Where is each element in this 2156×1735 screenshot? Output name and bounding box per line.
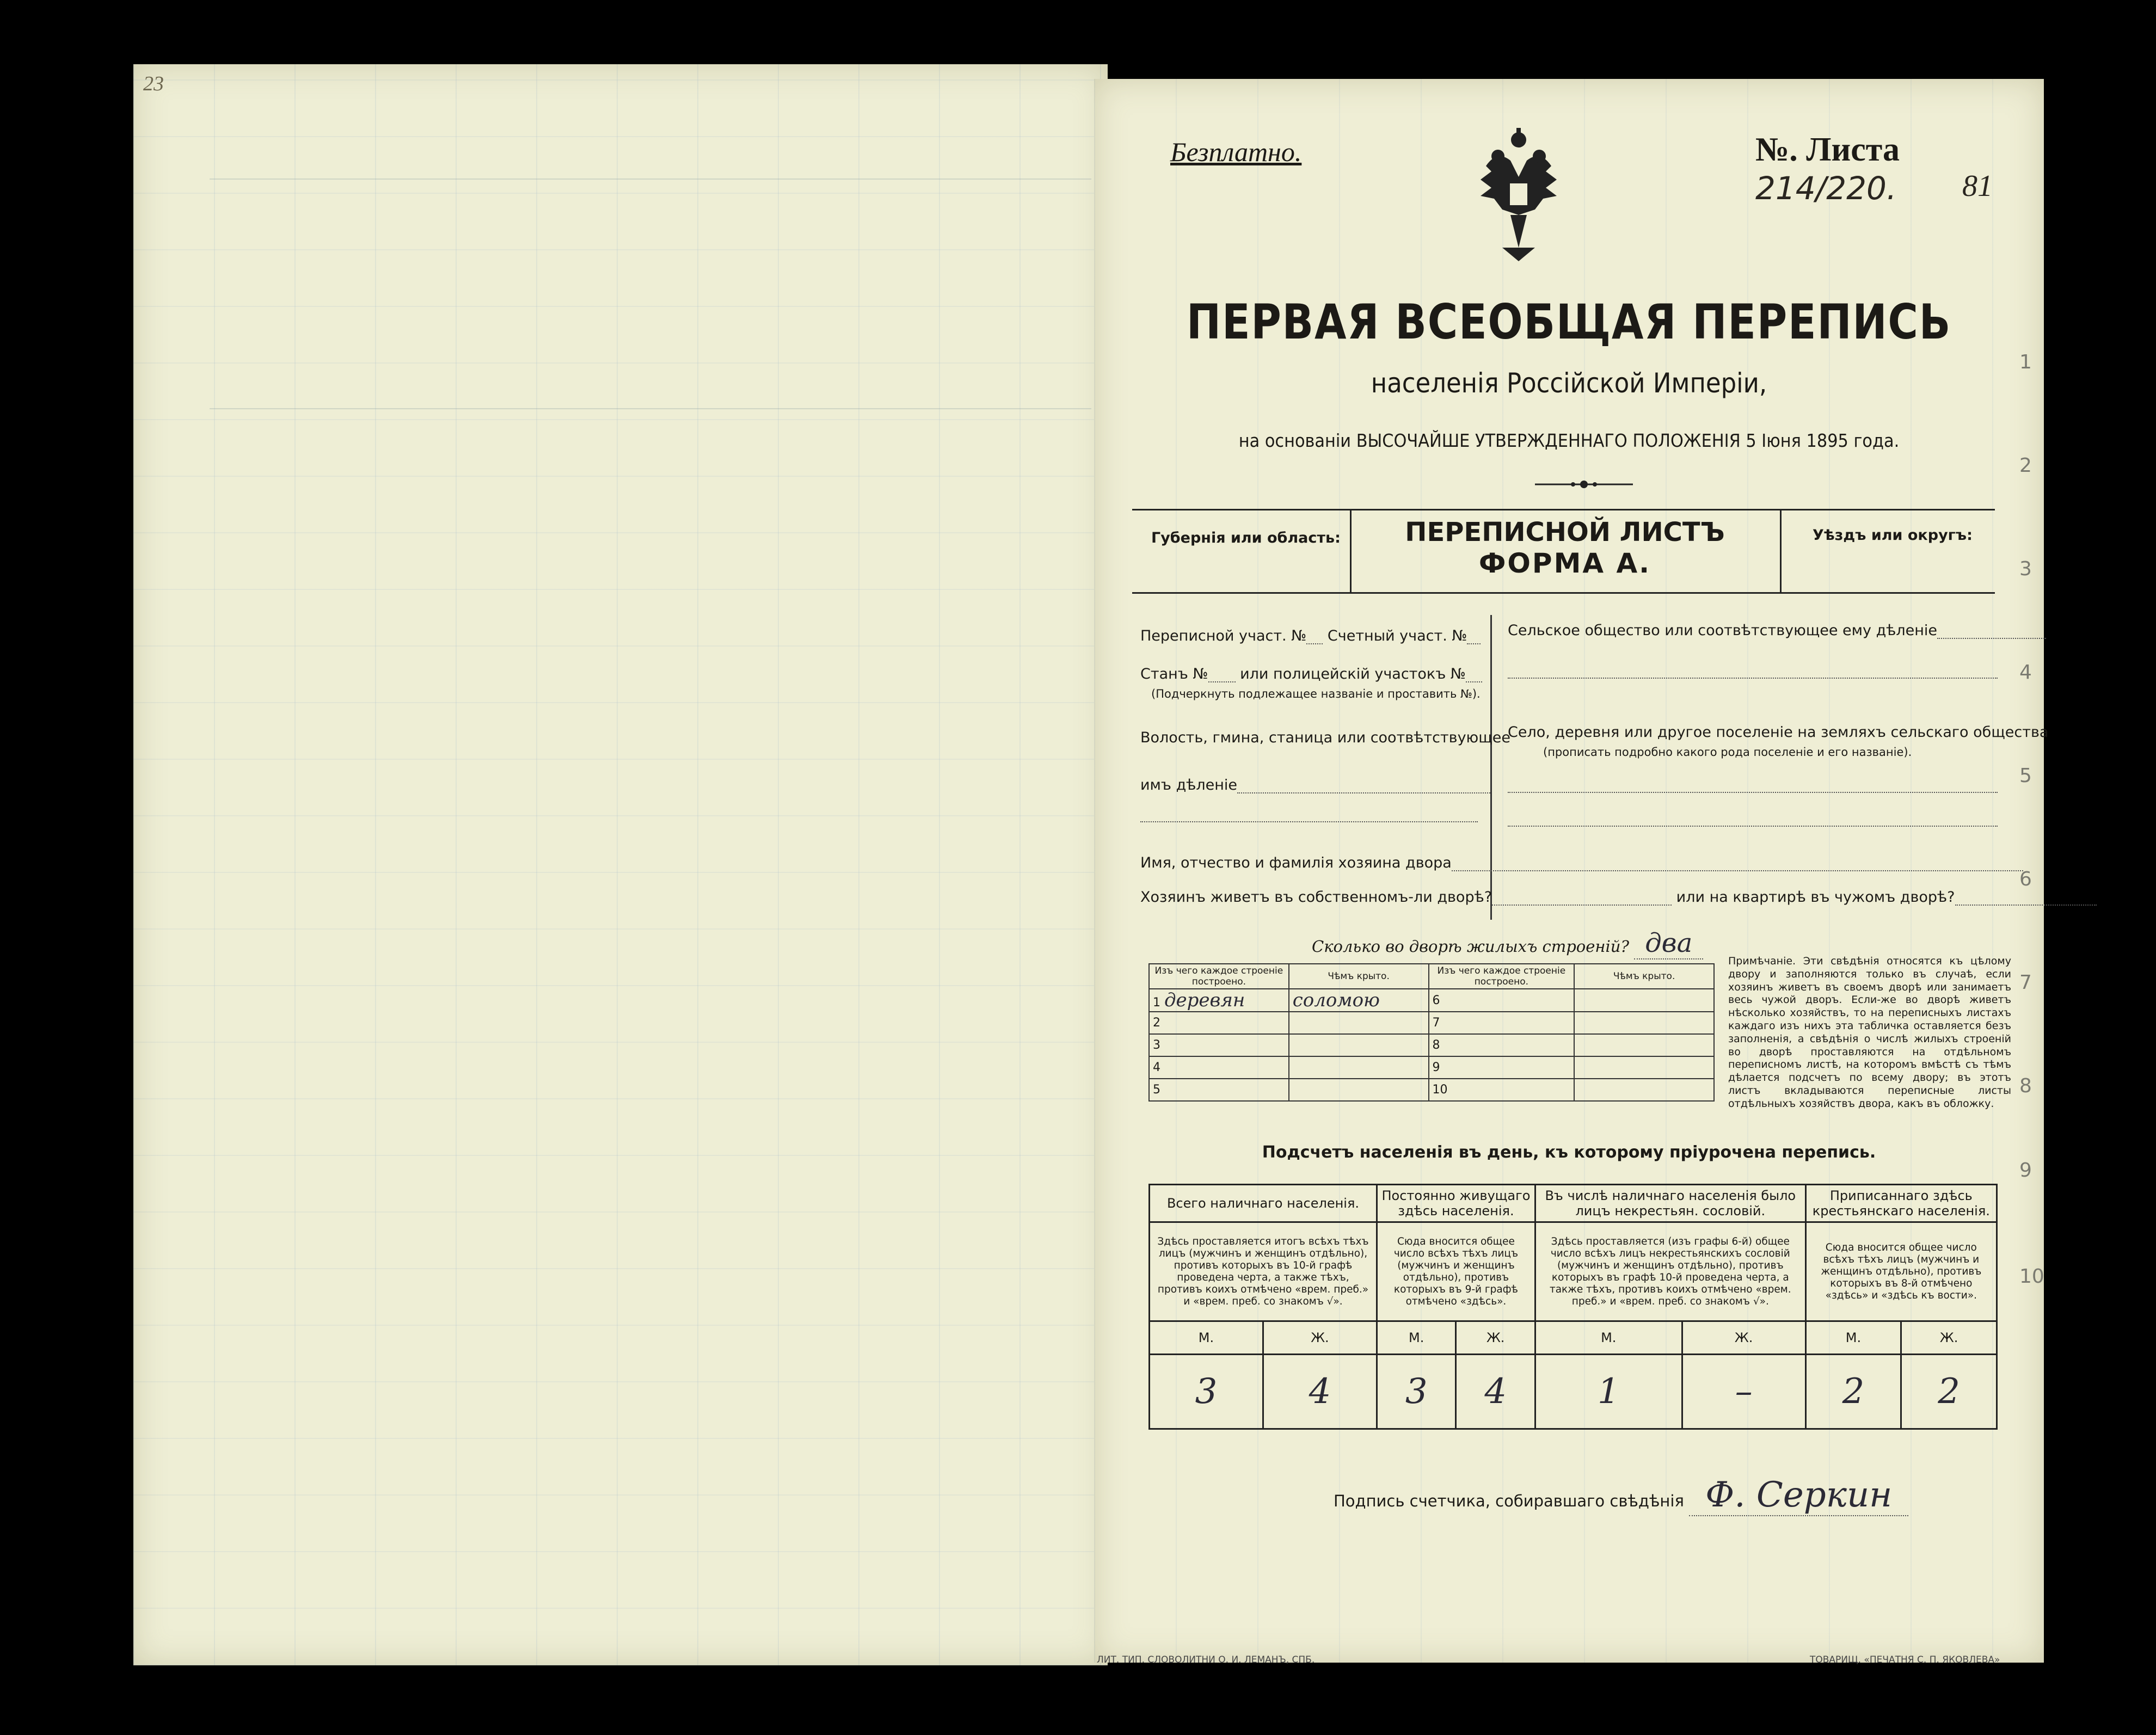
uezd-label: Уѣздъ или округъ: (1813, 527, 1973, 544)
table-row: 1 деревян соломою 6 (1149, 989, 1714, 1012)
col-material-2: Изъ чего каждое строеніе построено. (1429, 964, 1575, 989)
group-peasant-desc: Сюда вносится общее число всѣхъ тѣхъ лицъ (мужчинъ и женщинъ отдѣльно), противъ которыхъ въ 8-й отмѣчено «здѣсь» и «здѣсь къ вости». (1805, 1222, 1997, 1321)
signature-value: Ф. Серкин (1689, 1475, 1908, 1516)
margin-number: 4 (2019, 661, 2032, 684)
f-label: Ж. (1456, 1321, 1535, 1355)
left-page (133, 64, 1108, 1665)
m-label: М. (1805, 1321, 1901, 1355)
sheet-number-sub: 81 (1962, 169, 1993, 203)
note-paragraph: Примѣчаніе. Эти свѣдѣнія относятся къ цѣлому двору и заполняются только въ случаѣ, если хозяинъ живетъ въ своемъ дворѣ или занимаетъ весь чужой дворъ. Если-же во дворѣ живетъ нѣсколько хозяйствъ, то на переписныхъ листахъ каждаго изъ нихъ эта табличка оставляется безъ заполненія, а свѣдѣнія о числѣ жилыхъ строеній во дворѣ проставляются на отдѣльномъ переписномъ листѣ, на которомъ вмѣстѣ съ тѣмъ дѣлается подсчетъ по всему двору; въ этотъ листъ вкладываются переписные листы отдѣльныхъ хозяйствъ двора, какъ въ обложку. (1728, 955, 2011, 1110)
buildings-answer: два (1634, 928, 1703, 959)
sheet-number-value: 214/220. (1755, 170, 1897, 207)
selo-field: Село, деревня или другое поселеніе на земляхъ сельскаго общества (1508, 724, 2049, 741)
f-label: Ж. (1263, 1321, 1377, 1355)
m-label: М. (1535, 1321, 1682, 1355)
uchastok-field: Переписной участ. № Счетный участ. № (1140, 627, 1481, 644)
table-row: 4 9 (1149, 1056, 1714, 1079)
selo-line-2 (1508, 825, 1998, 827)
margin-number: 9 (2019, 1159, 2032, 1182)
table-row: 5 10 (1149, 1079, 1714, 1101)
margin-number: 1 (2019, 351, 2032, 373)
buildings-question: Сколько во дворѣ жилыхъ строеній? два (1312, 928, 1703, 958)
sheet-number (1755, 131, 2044, 208)
total-male-value: 3 (1150, 1355, 1263, 1429)
form-title-cell (1350, 510, 1782, 592)
legal-basis: на основаніи ВЫСОЧАЙШЕ УТВЕРЖДЕННАГО ПОЛОЖЕНІЯ 5 Іюня 1895 года. (1238, 430, 1900, 451)
census-heading: Подсчетъ населенія въ день, къ которому пріурочена перепись. (1262, 1143, 1876, 1162)
noncrestian-male-value: 1 (1535, 1355, 1682, 1429)
population-count-table (1148, 1184, 1998, 1430)
sheet-label: №. Листа (1755, 131, 1900, 168)
col-roof: Чѣмъ крыто. (1289, 964, 1429, 989)
selo-line-1 (1508, 791, 1998, 793)
group-total-title: Всего наличнаго населенія. (1150, 1185, 1377, 1222)
peasant-male-value: 2 (1805, 1355, 1901, 1429)
census-form-page (1094, 79, 2049, 1665)
margin-number: 8 (2019, 1075, 2032, 1097)
margin-number: 6 (2019, 868, 2032, 890)
stan-field: Станъ № или полицейскій участокъ № (1140, 666, 1482, 682)
permanent-male-value: 3 (1377, 1355, 1455, 1429)
obshchestvo-extra-line (1508, 676, 1998, 679)
underline-note: (Подчеркнуть подлежащее названіе и проставить №). (1151, 687, 1481, 700)
page-title: ПЕРВАЯ ВСЕОБЩАЯ ПЕРЕПИСЬ (1186, 294, 1952, 350)
volost-extra-line (1140, 820, 1478, 822)
double-headed-eagle-icon (1464, 128, 1573, 269)
table-row: 3 8 (1149, 1034, 1714, 1056)
margin-number: 10 (2019, 1265, 2044, 1288)
gubernia-label: Губернія или область: (1151, 530, 1341, 546)
peasant-female-value: 2 (1901, 1355, 1997, 1429)
buildings-table (1148, 963, 1715, 1102)
signature-label: Подпись счетчика, собиравшаго свѣдѣнія (1334, 1492, 1684, 1510)
volost-field: имъ дѣленіе (1140, 777, 1490, 793)
m-label: М. (1150, 1321, 1263, 1355)
signature-row (1334, 1475, 1908, 1515)
permanent-female-value: 4 (1456, 1355, 1535, 1429)
form-type: ФОРМА А. (1478, 547, 1651, 579)
group-permanent-title: Постоянно живущаго здѣсь населенія. (1377, 1185, 1535, 1222)
form-title: ПЕРЕПИСНОЙ ЛИСТЪ (1405, 517, 1725, 547)
obshchestvo-field: Сельское общество или соотвѣтствующее ему дѣленіе (1508, 622, 2046, 639)
free-label: Безплатно. (1170, 137, 1302, 167)
gubernia-cell (1132, 510, 1352, 592)
form-header-box (1132, 509, 1995, 594)
bleed-through-table (210, 179, 1091, 409)
corner-note: 23 (143, 72, 164, 95)
group-noncrestian-title: Въ числѣ наличнаго населенія было лицъ некрестьян. сословій. (1535, 1185, 1805, 1222)
volost-line-1: Волость, гмина, станица или соотвѣтствующее (1140, 729, 1510, 746)
margin-number: 3 (2019, 558, 2032, 580)
selo-note: (прописать подробно какого рода поселеніе и его названіе). (1543, 746, 1912, 759)
printer-right: ТОВАРИЩ. «ПЕЧАТНЯ С. П. ЯКОВЛЕВА» (1810, 1654, 2000, 1665)
margin-number: 7 (2019, 971, 2032, 994)
uezd-cell (1780, 510, 1995, 592)
total-female-value: 4 (1263, 1355, 1377, 1429)
owner-lives-field: Хозяинъ живетъ въ собственномъ-ли дворѣ? или на квартирѣ въ чужомъ дворѣ? (1140, 889, 2097, 906)
f-label: Ж. (1682, 1321, 1805, 1355)
margin-number: 2 (2019, 454, 2032, 477)
fields-divider (1490, 615, 1492, 920)
col-roof-2: Чѣмъ крыто. (1574, 964, 1714, 989)
ornament-divider (1535, 479, 1633, 490)
group-peasant-title: Приписаннаго здѣсь крестьянскаго населенія. (1805, 1185, 1997, 1222)
owner-field: Имя, отчество и фамилія хозяина двора (1140, 854, 2023, 871)
noncrestian-female-value: – (1682, 1355, 1805, 1429)
table-row: 2 7 (1149, 1012, 1714, 1034)
col-material: Изъ чего каждое строеніе построено. (1149, 964, 1289, 989)
printer-left: ЛИТ. ТИП. СЛОВОЛИТНИ О. И. ЛЕМАНЪ, СПБ. (1097, 1654, 1315, 1665)
group-total-desc: Здѣсь проставляется итогъ всѣхъ тѣхъ лицъ (мужчинъ и женщинъ отдѣльно), противъ которыхъ въ 10-й графѣ проведена черта, а также тѣхъ, противъ коихъ отмѣчено «врем. преб.» и «врем. преб. со знакомъ √». (1150, 1222, 1377, 1321)
m-label: М. (1377, 1321, 1455, 1355)
f-label: Ж. (1901, 1321, 1997, 1355)
margin-number: 5 (2019, 765, 2032, 787)
page-subtitle: населенія Россійской Имперіи, (1371, 367, 1767, 399)
group-noncrestian-desc: Здѣсь проставляется (изъ графы 6-й) общее число всѣхъ лицъ некрестьянскихъ сословій (мужчинъ и женщинъ отдѣльно), противъ которыхъ въ графѣ 10-й проведена черта, а также тѣхъ, противъ коихъ отмѣчено «врем. преб.» и «врем. преб. со знакомъ √». (1535, 1222, 1805, 1321)
group-permanent-desc: Сюда вносится общее число всѣхъ тѣхъ лицъ (мужчинъ и женщинъ отдѣльно), противъ которыхъ въ 9-й графѣ отмѣчено «здѣсь». (1377, 1222, 1535, 1321)
